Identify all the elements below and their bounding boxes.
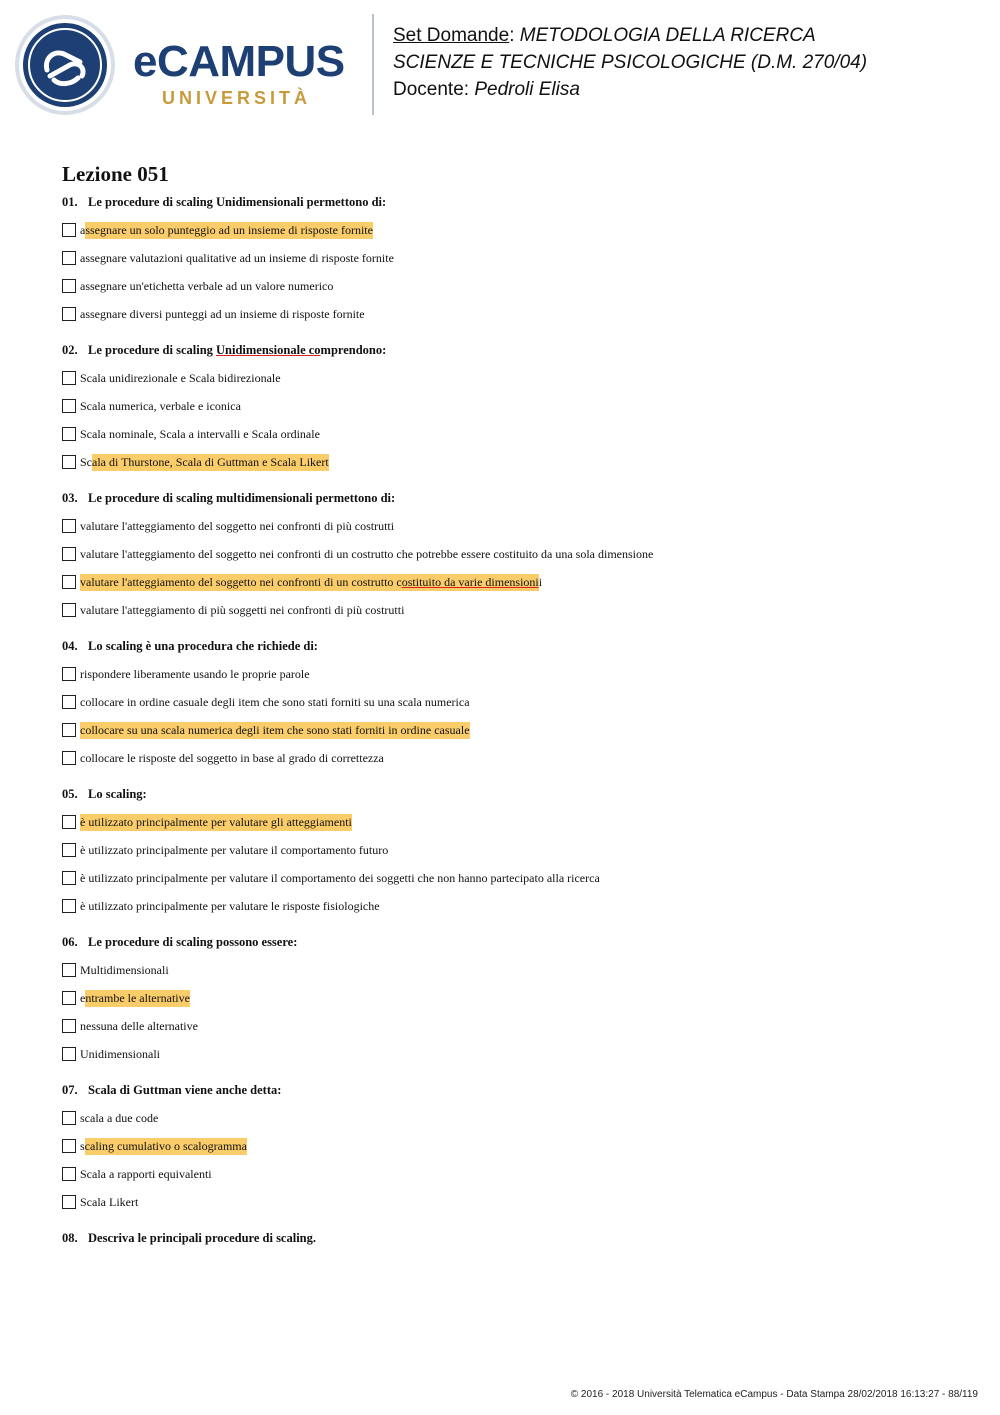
highlighted-answer: ntrambe le alternative xyxy=(85,990,190,1005)
highlighted-answer: ala di Thurstone, Scala di Guttman e Scala Likert xyxy=(92,454,329,469)
header-divider xyxy=(372,14,374,115)
highlighted-answer: valutare l'atteggiamento del soggetto nei confronti di un costrutto c xyxy=(80,574,402,589)
answer-option[interactable]: Sc ala di Thurstone, Scala di Guttman e Scala Likert xyxy=(62,448,962,476)
answer-option[interactable]: s caling cumulativo o scalogramma xyxy=(62,1132,962,1160)
answer-option[interactable]: nessuna delle alternative xyxy=(62,1012,962,1040)
answer-option[interactable]: collocare le risposte del soggetto in base al grado di correttezza xyxy=(62,744,962,772)
question-05 xyxy=(62,786,962,920)
answer-option[interactable]: assegnare diversi punteggi ad un insieme di risposte fornite xyxy=(62,300,962,328)
answer-option[interactable]: scala a due code xyxy=(62,1104,962,1132)
answer-option[interactable]: rispondere liberamente usando le proprie parole xyxy=(62,660,962,688)
question-08 xyxy=(62,1230,962,1246)
answer-option[interactable]: valutare l'atteggiamento del soggetto nei confronti di più costrutti xyxy=(62,512,962,540)
set-title: METODOLOGIA DELLA RICERCA xyxy=(519,25,816,46)
checkbox[interactable] xyxy=(62,1047,76,1061)
highlighted-answer: è utilizzato principalmente per valutare gli atteggiamenti xyxy=(80,814,352,829)
checkbox[interactable] xyxy=(62,455,76,469)
checkbox[interactable] xyxy=(62,843,76,857)
checkbox[interactable] xyxy=(62,723,76,737)
checkbox[interactable] xyxy=(62,307,76,321)
answer-option[interactable]: è utilizzato principalmente per valutare il comportamento futuro xyxy=(62,836,962,864)
checkbox[interactable] xyxy=(62,667,76,681)
highlighted-answer-underlined: ostituito da varie dimensioni xyxy=(401,574,539,589)
checkbox[interactable] xyxy=(62,399,76,413)
checkbox[interactable] xyxy=(62,1139,76,1153)
checkbox[interactable] xyxy=(62,899,76,913)
answer-option[interactable] xyxy=(62,716,962,744)
checkbox[interactable] xyxy=(62,963,76,977)
docente-name: Pedroli Elisa xyxy=(474,79,580,100)
question-text: 04. Lo scaling è una procedura che richiede di: xyxy=(62,639,318,653)
question-04 xyxy=(62,638,962,772)
question-01 xyxy=(62,194,962,328)
answer-option[interactable]: valutare l'atteggiamento del soggetto nei confronti di un costrutto c ostituito da varie dimensioni i xyxy=(62,568,962,596)
checkbox[interactable] xyxy=(62,547,76,561)
set-label: Set Domande xyxy=(393,25,510,46)
course-name: SCIENZE E TECNICHE PSICOLOGICHE (D.M. 270/04) xyxy=(393,52,868,73)
answer-option[interactable]: Scala unidirezionale e Scala bidirezionale xyxy=(62,364,962,392)
answer-option[interactable] xyxy=(62,808,962,836)
ecampus-seal-logo xyxy=(14,14,116,116)
checkbox[interactable] xyxy=(62,279,76,293)
header-info: Set Domande: METODOLOGIA DELLA RICERCA SCIENZE E TECNICHE PSICOLOGICHE (D.M. 270/04) Docente: Pedroli Elisa xyxy=(393,25,868,100)
checkbox[interactable] xyxy=(62,1019,76,1033)
answer-option[interactable]: è utilizzato principalmente per valutare il comportamento dei soggetti che non hanno partecipato alla ricerca xyxy=(62,864,962,892)
checkbox[interactable] xyxy=(62,427,76,441)
answer-option[interactable]: assegnare valutazioni qualitative ad un insieme di risposte fornite xyxy=(62,244,962,272)
checkbox[interactable] xyxy=(62,575,76,589)
answer-option[interactable]: assegnare un'etichetta verbale ad un valore numerico xyxy=(62,272,962,300)
checkbox[interactable] xyxy=(62,223,76,237)
page-footer: © 2016 - 2018 Università Telematica eCampus - Data Stampa 28/02/2018 16:13:27 - 88/119 xyxy=(570,1389,978,1400)
checkbox[interactable] xyxy=(62,1111,76,1125)
question-content xyxy=(62,160,962,1260)
logo-wordmark: eCAMPUS xyxy=(133,37,345,86)
question-text: 05. Lo scaling: xyxy=(62,787,147,801)
answer-option[interactable]: Scala Likert xyxy=(62,1188,962,1216)
docente-label: Docente: xyxy=(393,79,470,100)
highlighted-answer: collocare su una scala numerica degli item che sono stati forniti in ordine casuale xyxy=(80,722,470,737)
question-03 xyxy=(62,490,962,624)
checkbox[interactable] xyxy=(62,751,76,765)
checkbox[interactable] xyxy=(62,603,76,617)
checkbox[interactable] xyxy=(62,871,76,885)
answer-option[interactable]: valutare l'atteggiamento del soggetto nei confronti di un costrutto che potrebbe essere costituito da una sola dimensione xyxy=(62,540,962,568)
answer-option[interactable]: Unidimensionali xyxy=(62,1040,962,1068)
checkbox[interactable] xyxy=(62,371,76,385)
answer-option[interactable]: Scala a rapporti equivalenti xyxy=(62,1160,962,1188)
checkbox[interactable] xyxy=(62,1195,76,1209)
answer-option[interactable]: Scala nominale, Scala a intervalli e Scala ordinale xyxy=(62,420,962,448)
answer-option[interactable]: Multidimensionali xyxy=(62,956,962,984)
question-text: 07. Scala di Guttman viene anche detta: xyxy=(62,1083,282,1097)
question-text: 02. Le procedure di scaling Unidimensionale comprendono: xyxy=(62,343,387,357)
answer-option[interactable]: valutare l'atteggiamento di più soggetti nei confronti di più costrutti xyxy=(62,596,962,624)
question-text: 08. Descriva le principali procedure di scaling. xyxy=(62,1231,317,1245)
question-02 xyxy=(62,342,962,476)
checkbox[interactable] xyxy=(62,251,76,265)
highlighted-answer: caling cumulativo o scalogramma xyxy=(84,1138,247,1153)
answer-option[interactable]: Scala numerica, verbale e iconica xyxy=(62,392,962,420)
question-text: 06. Le procedure di scaling possono essere: xyxy=(62,935,298,949)
page-header xyxy=(0,0,1000,130)
checkbox[interactable] xyxy=(62,991,76,1005)
checkbox[interactable] xyxy=(62,519,76,533)
question-text: 03. Le procedure di scaling multidimensionali permettono di: xyxy=(62,491,396,505)
question-text: 01. Le procedure di scaling Unidimensionali permettono di: xyxy=(62,195,387,209)
question-07 xyxy=(62,1082,962,1216)
answer-option[interactable]: a ssegnare un solo punteggio ad un insieme di risposte fornite xyxy=(62,216,962,244)
highlighted-answer: ssegnare un solo punteggio ad un insieme di risposte fornite xyxy=(85,222,373,237)
answer-option[interactable]: e ntrambe le alternative xyxy=(62,984,962,1012)
answer-option[interactable]: è utilizzato principalmente per valutare le risposte fisiologiche xyxy=(62,892,962,920)
answer-option[interactable]: collocare in ordine casuale degli item che sono stati forniti su una scala numerica xyxy=(62,688,962,716)
checkbox[interactable] xyxy=(62,815,76,829)
question-06 xyxy=(62,934,962,1068)
lesson-title: Lezione 051 xyxy=(62,162,169,186)
checkbox[interactable] xyxy=(62,1167,76,1181)
checkbox[interactable] xyxy=(62,695,76,709)
logo-subtitle: UNIVERSITÀ xyxy=(162,88,312,108)
